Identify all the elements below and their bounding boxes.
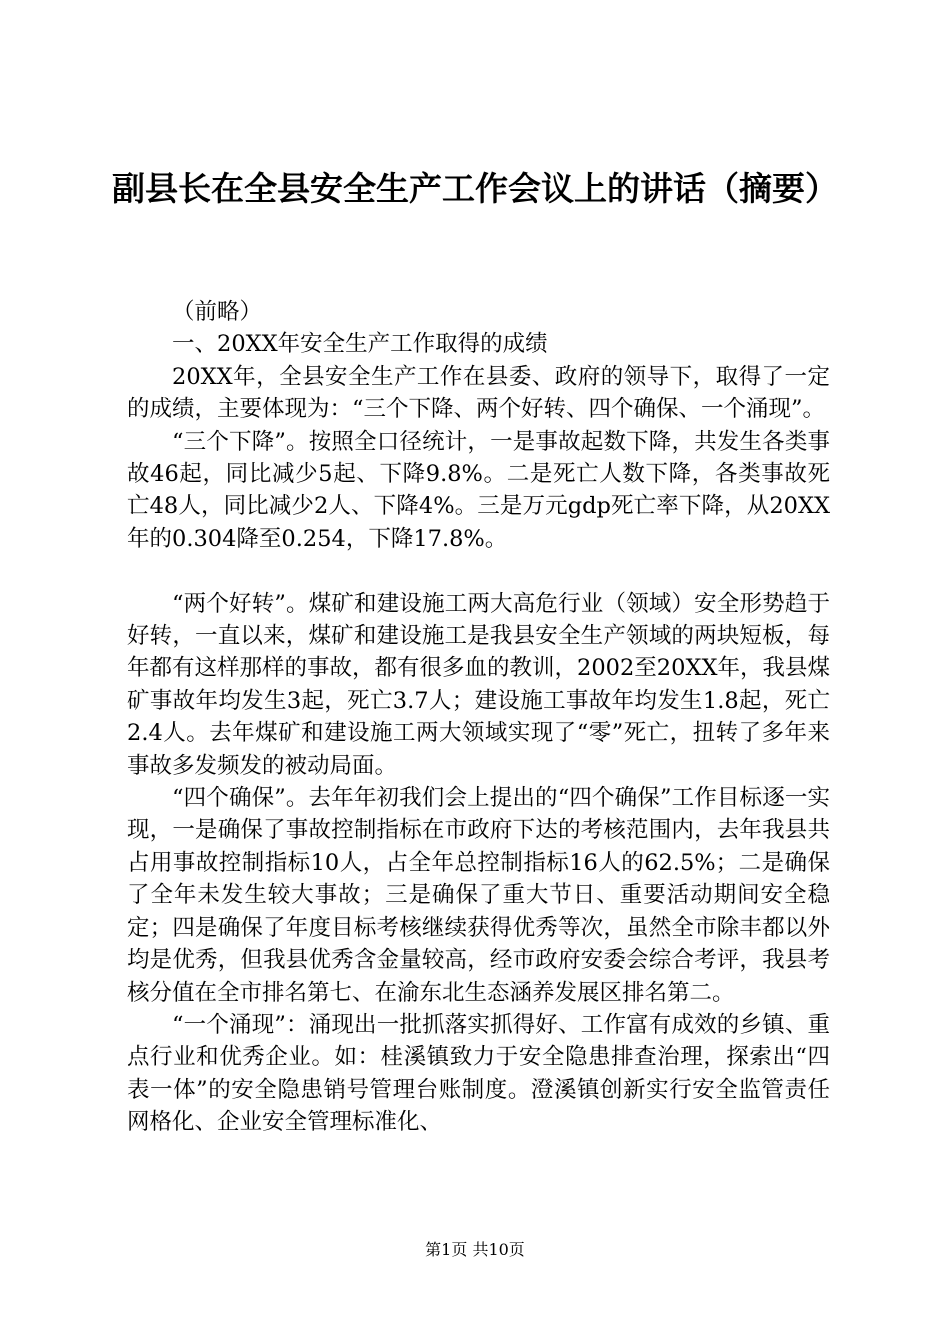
paragraph-preamble: （前略） <box>172 299 263 325</box>
paragraph-spacer <box>127 555 830 587</box>
paragraph-four-guarantees: “四个确保”。去年年初我们会上提出的“四个确保”工作目标逐一实现，一是确保了事故控制指标在市政府下达的考核范围内，去年我县共占用事故控制指标10人，占全年总控制指标16人的62.5%；二是确保了全年未发生较大事故；三是确保了重大节日、重要活动期间安全稳定；四是确保了年度目标考核继续获得优秀等次，虽然全市除丰都以外均是优秀，但我县优秀含金量较高，经市政府安委会综合考评，我县考核分值在全市排名第七、在渝东北生态涵养发展区排名第二。 <box>127 785 830 1006</box>
paragraph-one-emergence: “一个涌现”：涌现出一批抓落实抓得好、工作富有成效的乡镇、重点行业和优秀企业。如：桂溪镇致力于安全隐患排查治理，探索出“四表一体”的安全隐患销号管理台账制度。澄溪镇创新实行安全监管责任网格化、企业安全管理标准化、 <box>127 1011 830 1136</box>
paragraph-summary: 20XX年，全县安全生产工作在县委、政府的领导下，取得了一定的成绩，主要体现为：“三个下降、两个好转、四个确保、一个涌现”。 <box>127 363 830 423</box>
section-heading: 一、20XX年安全生产工作取得的成绩 <box>172 331 548 358</box>
page-number: 第1页 共10页 <box>425 1240 525 1259</box>
paragraph-two-improvements: “两个好转”。煤矿和建设施工两大高危行业（领域）安全形势趋于好转，一直以来，煤矿和建设施工是我县安全生产领域的两块短板，每年都有这样那样的事故，都有很多血的教训，2002至20XX年，我县煤矿事故年均发生3起，死亡3.7人；建设施工事故年均发生1.8起，死亡2.4人。去年煤矿和建设施工两大领域实现了“零”死亡，扭转了多年来事故多发频发的被动局面。 <box>127 590 830 779</box>
document-title: 副县长在全县安全生产工作会议上的讲话（摘要） <box>112 169 838 208</box>
document-body <box>127 296 830 1139</box>
paragraph-three-declines: “三个下降”。按照全口径统计，一是事故起数下降，共发生各类事故46起，同比减少5起、下降9.8%。二是死亡人数下降，各类事故死亡48人，同比减少2人、下降4%。三是万元gdp死亡率下降，从20XX年的0.304降至0.254，下降17.8%。 <box>127 428 830 552</box>
